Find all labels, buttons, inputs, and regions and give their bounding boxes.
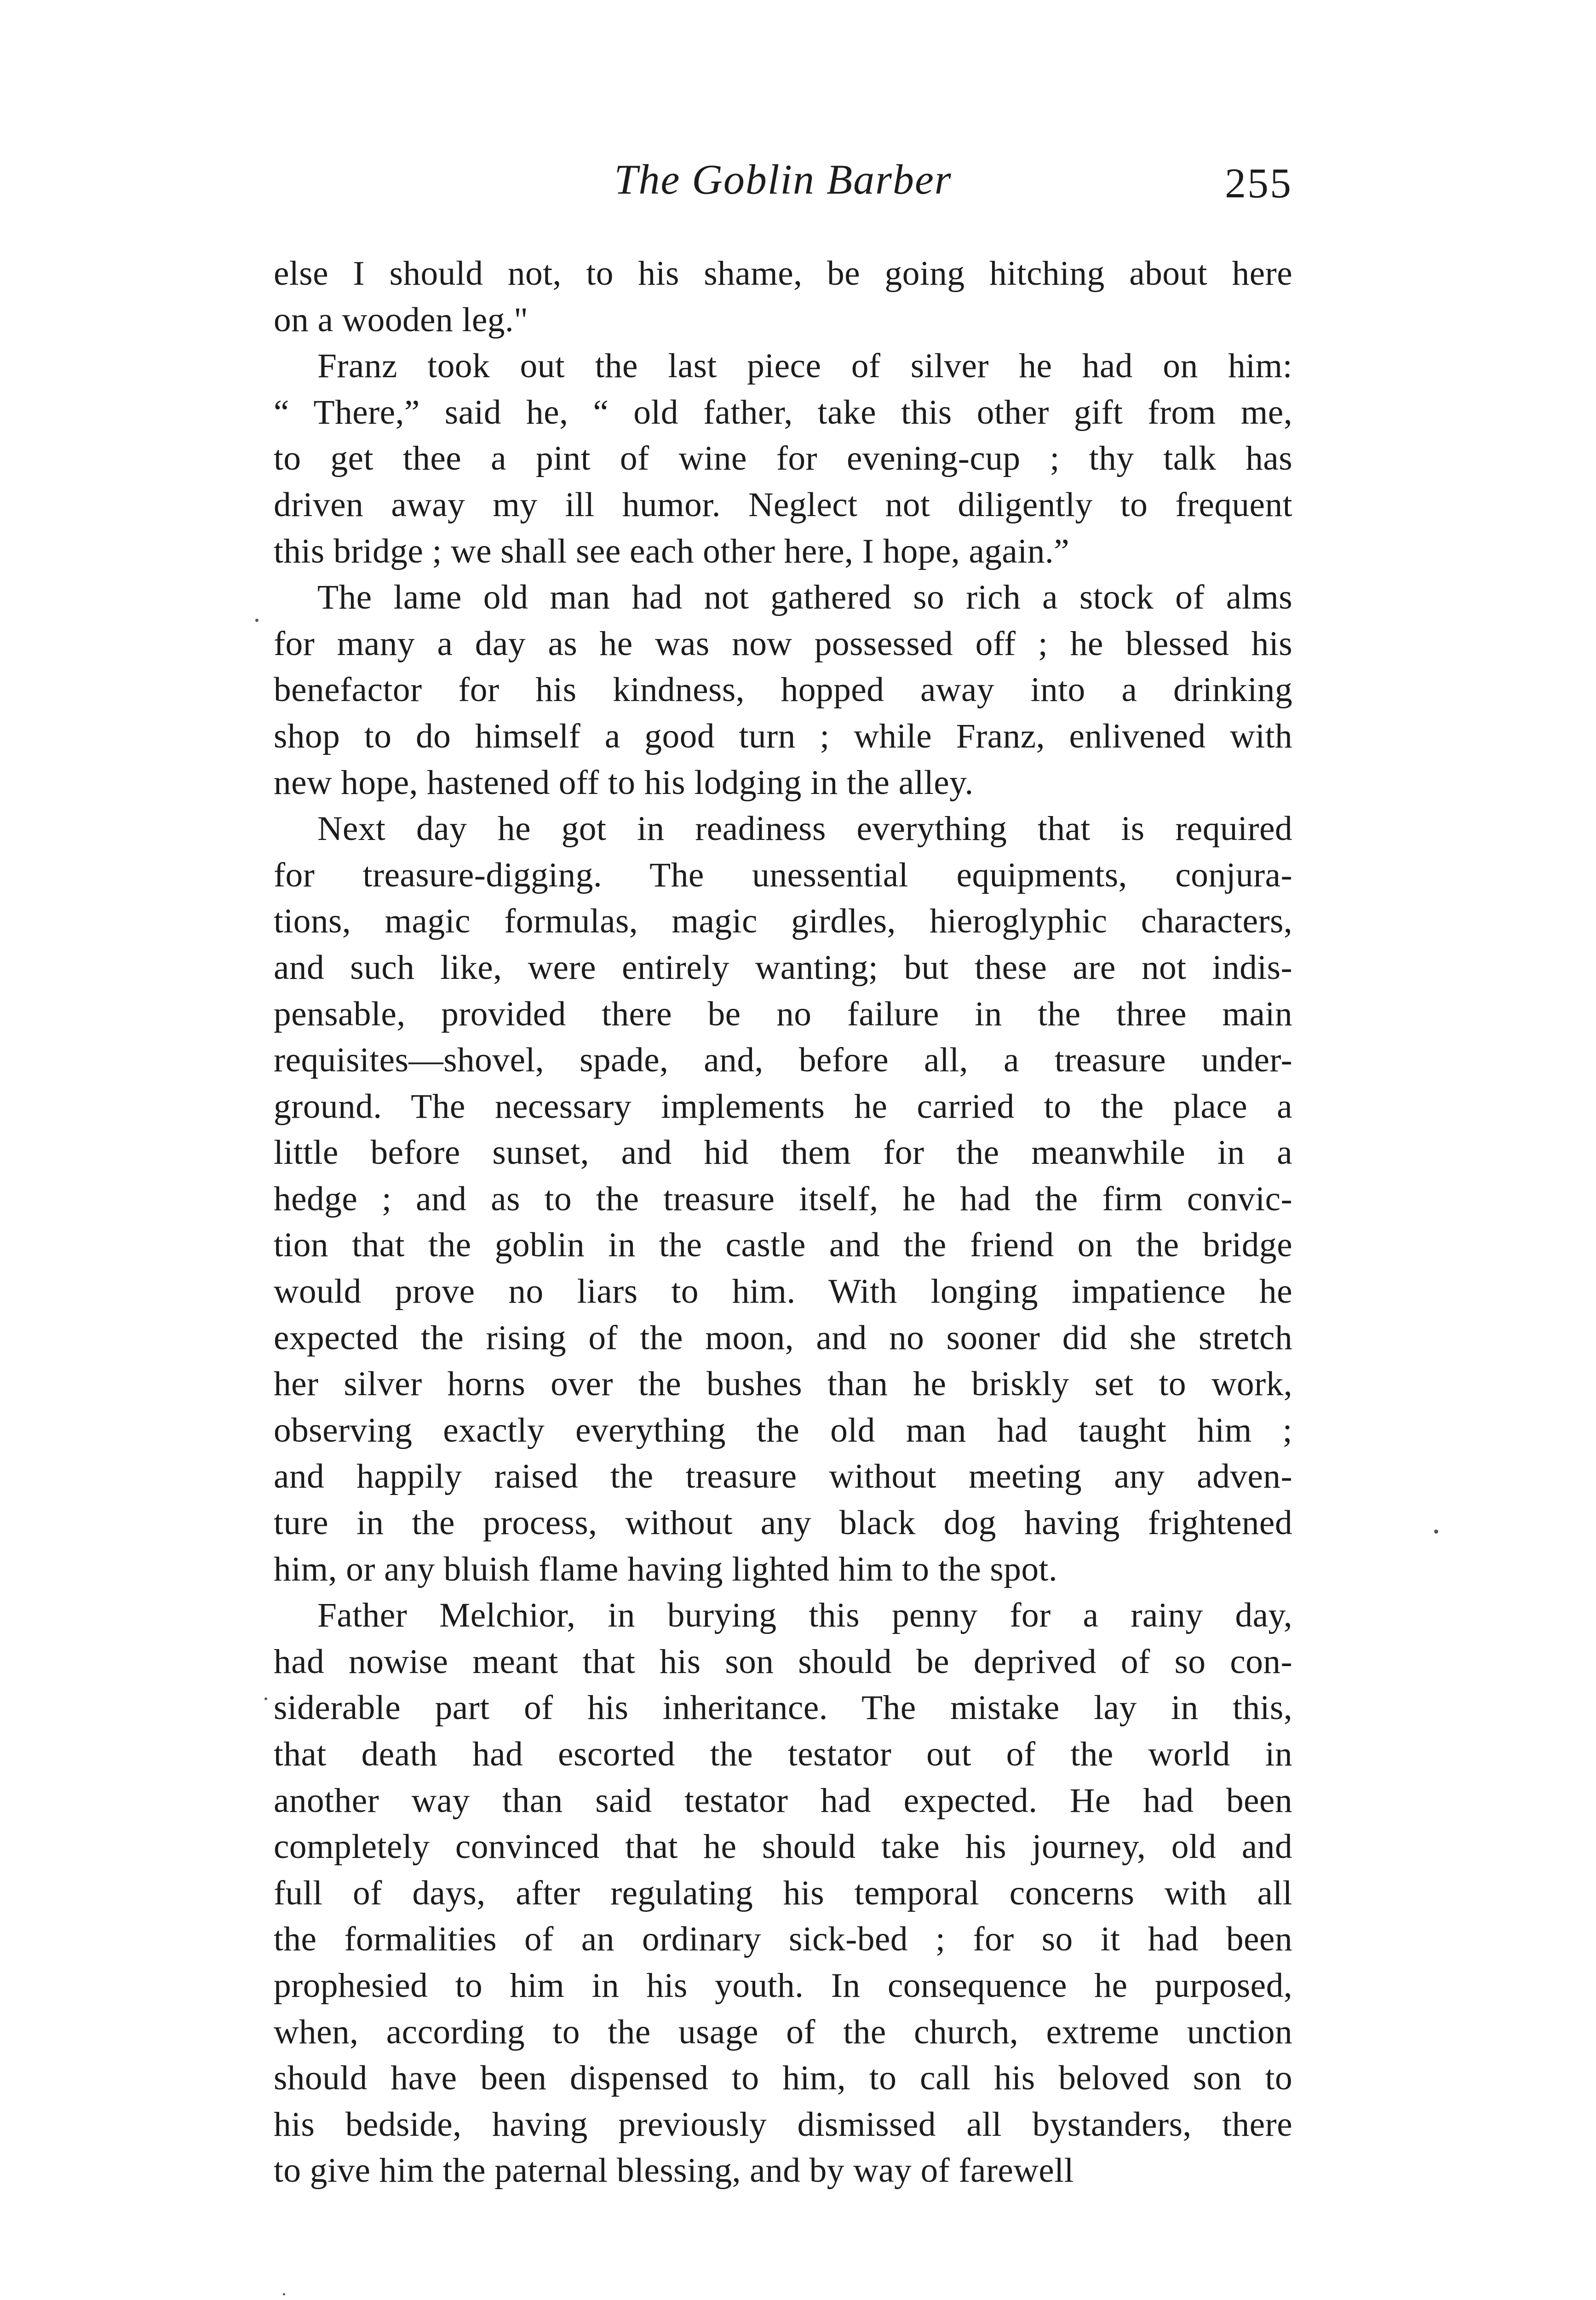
text-line: expected the rising of the moon, and no sooner did she stretch: [274, 1318, 1292, 1357]
text-line: ture in the process, without any black dog having frightened: [274, 1504, 1292, 1542]
print-speck: [1434, 1530, 1438, 1534]
text-line: for many a day as he was now possessed off ; he blessed his: [274, 624, 1292, 663]
text-line: tions, magic formulas, magic girdles, hieroglyphic characters,: [274, 902, 1292, 941]
text-line: and such like, were entirely wanting; but these are not indis-: [274, 948, 1292, 987]
print-speck: [264, 1697, 267, 1700]
text-line: Franz took out the last piece of silver he had on him:: [317, 347, 1292, 385]
text-line: tion that the goblin in the castle and the friend on the bridge: [274, 1226, 1292, 1265]
text-line: Father Melchior, in burying this penny for a rainy day,: [317, 1596, 1292, 1635]
print-speck: [283, 2293, 285, 2295]
text-line: would prove no liars to him. With longing impatience he: [274, 1272, 1292, 1311]
text-line: the formalities of an ordinary sick-bed ; for so it had been: [274, 1920, 1292, 1959]
text-line: and happily raised the treasure without meeting any adven-: [274, 1457, 1292, 1496]
text-line: Next day he got in readiness everything that is required: [317, 810, 1292, 848]
text-line: full of days, after regulating his temporal concerns with all: [274, 1874, 1292, 1912]
text-line: should have been dispensed to him, to call his beloved son to: [274, 2059, 1292, 2098]
text-line: shop to do himself a good turn ; while Franz, enlivened with: [274, 717, 1292, 755]
running-title: The Goblin Barber: [614, 156, 952, 203]
text-line: to get thee a pint of wine for evening-cup ; thy talk has: [274, 439, 1292, 478]
text-line: The lame old man had not gathered so rich a stock of alms: [317, 578, 1292, 617]
text-line: benefactor for his kindness, hopped away into a drinking: [274, 671, 1292, 709]
text-line: “ There,” said he, “ old father, take this other gift from me,: [274, 393, 1292, 431]
text-line: her silver horns over the bushes than he briskly set to work,: [274, 1365, 1292, 1403]
text-line: on a wooden leg.": [274, 300, 528, 339]
text-line: ground. The necessary implements he carried to the place a: [274, 1087, 1292, 1126]
text-line: for treasure-digging. The unessential equipments, conjura-: [274, 856, 1292, 894]
text-line: his bedside, having previously dismissed all bystanders, there: [274, 2105, 1292, 2144]
text-line: this bridge ; we shall see each other here, I hope, again.”: [274, 532, 1070, 570]
text-line: observing exactly everything the old man had taught him ;: [274, 1411, 1292, 1449]
text-line: siderable part of his inheritance. The mistake lay in this,: [274, 1689, 1292, 1727]
body-text: [274, 251, 1292, 2194]
running-head: [274, 154, 1292, 214]
text-line: had nowise meant that his son should be deprived of so con-: [274, 1642, 1292, 1681]
text-line: little before sunset, and hid them for the meanwhile in a: [274, 1133, 1292, 1172]
text-line: completely convinced that he should take his journey, old and: [274, 1828, 1292, 1866]
text-line: new hope, hastened off to his lodging in the alley.: [274, 763, 974, 802]
text-line: prophesied to him in his youth. In consequence he purposed,: [274, 1966, 1292, 2005]
text-line: him, or any bluish flame having lighted him to the spot.: [274, 1550, 1058, 1588]
text-line: when, according to the usage of the church, extreme unction: [274, 2012, 1292, 2051]
text-line: requisites—shovel, spade, and, before all, a treasure under-: [274, 1041, 1292, 1080]
text-line: to give him the paternal blessing, and by way of farewell: [274, 2151, 1074, 2190]
print-speck: [255, 619, 258, 622]
text-line: another way than said testator had expected. He had been: [274, 1781, 1292, 1820]
page-number: 255: [1225, 160, 1292, 207]
text-line: that death had escorted the testator out of the world in: [274, 1735, 1292, 1773]
text-line: else I should not, to his shame, be going hitching about here: [274, 254, 1292, 293]
text-line: driven away my ill humor. Neglect not diligently to frequent: [274, 485, 1292, 524]
text-line: hedge ; and as to the treasure itself, he had the firm convic-: [274, 1179, 1292, 1218]
text-line: pensable, provided there be no failure in the three main: [274, 995, 1292, 1033]
